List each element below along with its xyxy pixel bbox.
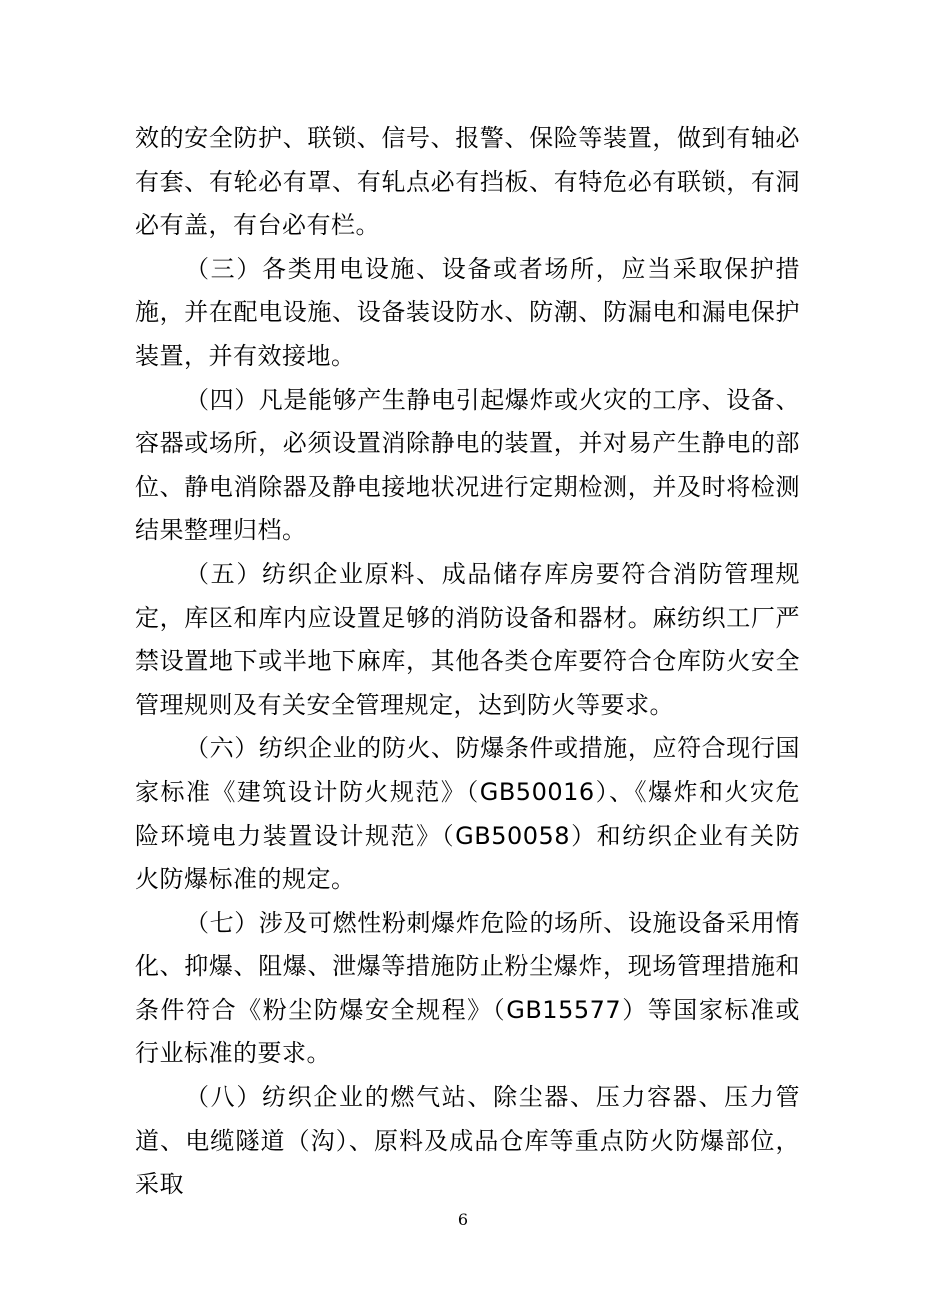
paragraph-item-8: （八）纺织企业的燃气站、除尘器、压力容器、压力管道、电缆隧道（沟）、原料及成品仓库等重点防火防爆部位，采取 [135, 1083, 800, 1199]
body-text [135, 117, 800, 1207]
paragraph-item-3: （三）各类用电设施、设备或者场所，应当采取保护措施，并在配电设施、设备装设防水、防潮、防漏电和漏电保护装置，并有效接地。 [135, 254, 800, 370]
page-number: 6 [457, 1210, 469, 1229]
paragraph-continuation: 效的安全防护、联锁、信号、报警、保险等装置，做到有轴必有套、有轮必有罩、有轧点必有挡板、有特危必有联锁，有洞必有盖，有台必有栏。 [135, 124, 800, 240]
paragraph-item-7: （七）涉及可燃性粉刺爆炸危险的场所、设施设备采用惰化、抑爆、阻爆、泄爆等措施防止粉尘爆炸，现场管理措施和条件符合《粉尘防爆安全规程》（GB15577）等国家标准或行业标准的要求。 [135, 908, 800, 1068]
paragraph-item-5: （五）纺织企业原料、成品储存库房要符合消防管理规定，库区和库内应设置足够的消防设备和器材。麻纺织工厂严禁设置地下或半地下麻库，其他各类仓库要符合仓库防火安全管理规则及有关安全管理规定，达到防火等要求。 [135, 559, 800, 719]
paragraph-item-6: （六）纺织企业的防火、防爆条件或措施，应符合现行国家标准《建筑设计防火规范》（GB50016）、《爆炸和火灾危险环境电力装置设计规范》（GB50058）和纺织企业有关防火防爆标准的规定。 [135, 734, 800, 894]
paragraph-item-4: （四）凡是能够产生静电引起爆炸或火灾的工序、设备、容器或场所，必须设置消除静电的装置，并对易产生静电的部位、静电消除器及静电接地状况进行定期检测，并及时将检测结果整理归档。 [135, 385, 800, 545]
